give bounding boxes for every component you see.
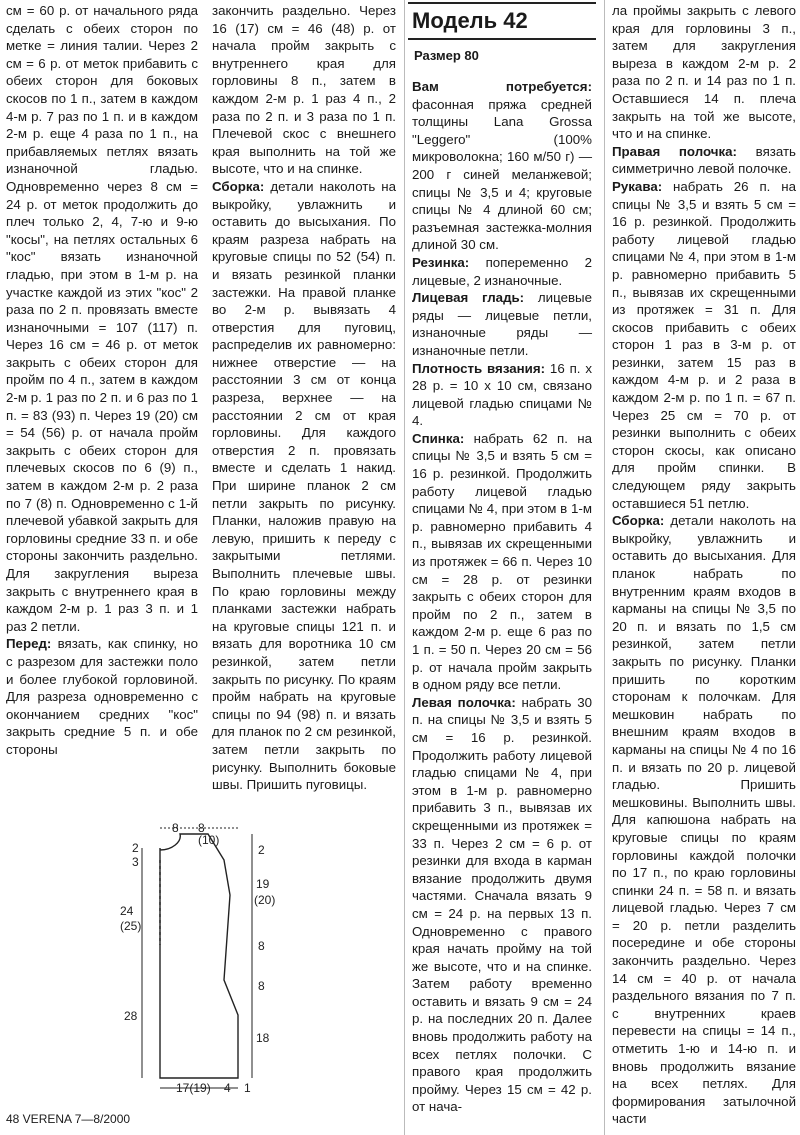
section-paragraph [412,360,592,430]
section-paragraph [412,430,592,694]
section-text: детали наколоть на выкройку, увлажнить и оставить до высыхания. По краям разреза набрать на круговые спицы по 52 (54) п. и вязать резинкой планки застежки. На правой планке во 2-м р. вывязать 4 отверстия для пуговиц, распределив их равномерно: нижнее отверстие — на расстоянии 3 см от конца разреза, верхнее — на расстоянии 2 см от края горловины. Для каждого отверстия 2 п. провязать вместе и сделать 1 накид. При ширине планок 2 см петли закрыть по рисунку. Планки, наложив правую на левую, пришить к переду с закрытыми петлями. Выполнить плечевые швы. По краю горловины между планками застежки набрать на круговые спицы 121 п. и вязать для воротника 10 см резинкой, затем петли закрыть по рисунку. По краям пройм набрать на круговые спицы по 94 (98) п. и вязать для планок по 2 см резинкой, затем петли закрыть по рисунку. Выполнить боковые швы. Пришить пуговицы. [212,178,396,793]
section-paragraph [412,289,592,359]
column-divider [604,0,605,1135]
section-paragraph [612,143,796,178]
section-text: детали наколоть на выкройку, увлажнить и оставить до высыхания. Для планок набрать по внутренним краям входов в карманы на спицы № 3,5 по 20 п. и вязать по 1,5 см резинкой, затем петли закрыть по рисунку. Планки пришить по коротким сторонам к полочкам. Для мешковин набрать по внешним краям входов в карманы на спицы № 4 по 16 п. и вязать по 20 р. лицевой гладью. Пришить мешковины. Выполнить швы. Для капюшона набрать на круговые спицы по краям горловины каждой полочки по 17 п., по краю горловины спинки 24 п. = 58 п. и вязать лицевой гладью. Через 7 см = 20 р. петли разделить посередине и обе стороны закончить раздельно. Через 14 см = 40 р. от начала раздельного вязания по 7 п. с внутренних краев перевести на спицы = 14 п., отметить 1-ю и 14-ю п. и вновь продолжить вязание на всех петлях. Для формирования затылочной части [612,513,796,1127]
dim-label: (20) [254,893,276,907]
text-column-4 [612,2,796,1128]
section-label: Сборка: [212,178,265,194]
dim-label: 18 [256,1031,270,1045]
section-label: Левая полочка: [412,694,516,710]
section-paragraph [412,78,592,254]
paragraph: закончить раздельно. Через 16 (17) см = 46 (48) р. от начала пройм закрыть с внутреннего края для горловины 8 п., затем в каждом 2-м р. 1 раз 4 п., 2 раза по 2 п. и 3 раза по 1 п. Плечевой скос с внешнего края выполнить на той же высоте, что и на спинке. [212,3,396,177]
paragraph: см = 60 р. от начального ряда сделать с обеих сторон по метке = линия талии. Через 2 см = 6 р. от меток прибавить с обеих сторон для боковых скосов по 1 п., затем в каждом 4-м р. 7 раз по 1 п. и в каждом 2-м р. еще 4 раза по 1 п., на прибавляемых петлях вязать изнаночной гладью. Одновременно через 8 см = 24 р. от меток продолжить до плеч только 2, 4, 7-ю и 9-ю "косы", на петлях остальных 6 "кос" вязать изнаночной гладью, при этом в 1-м р. на участке каждой из этих "кос" 2 раза по 2 п. провязать вместе изнаночными = 107 (117) п. Через 16 см = 46 р. от меток закрыть с обеих сторон для пройм по 4 п., затем в каждом 2-м р. 1 раз по 2 п. и 6 раз по 1 п. = 83 (93) п. Через 19 (20) см = 54 (56) р. от начала пройм закрыть с обеих сторон для плечевых скосов по 6 (9) п., затем в каждом 2-м р. 2 раза по 7 (8) п. Одновременно с 1-й плечевой убавкой закрыть для горловины средние 33 п. и обе стороны закончить раздельно. Для закругления выреза закрыть с внутреннего края в каждом 2-м р. 1 раз 3 п. и 1 раз 2 петли. [6,3,198,634]
dim-label: 24 [120,904,134,918]
section-text: набрать 62 п. на спицы № 3,5 и взять 5 см = 16 р. резинкой. Продолжить работу лицевой гладью спицами № 4, при этом в 1-м р. равномерно прибавить 4 п., вывязав их скрещенными из протяжек = 66 п. Через 10 см = 28 р. от резинки закрыть с обеих сторон для пройм по 2 п., затем в каждом 2-м р. еще 6 раз по 1 п. = 50 п. Через 20 см = 56 р. от начала пройм закрыть в одном ряду все петли. [412,430,592,693]
section-label: Правая полочка: [612,143,737,159]
pattern-schematic [120,820,400,1100]
dim-label: 28 [124,1009,138,1023]
section-label: Лицевая гладь: [412,290,525,306]
section-text: вязать симметрично левой полочке. [612,143,796,177]
dim-label: (25) [120,919,142,933]
dim-label: 19 [256,877,270,891]
dim-label: 2 [258,843,265,857]
section-label: Вам потребуется: [412,79,592,94]
column-divider [404,0,405,1135]
dim-label: 8 [198,821,205,835]
text-column-1 [6,2,198,759]
section-paragraph [412,694,592,1116]
text-column-3 [412,78,592,1116]
dim-label: 8 [258,979,265,993]
section-text: набрать 26 п. на спицы № 3,5 и взять 5 см = 16 р. резинкой. Продолжить работу лицевой гладью спицами № 4, при этом в 1-м р. равномерно прибавить 5 п., вывязав их скрещенными из протяжек = 31 п. Для скосов прибавить с обеих сторон 1 раз в 3-м р. от резинки, затем 15 раз в каждом 4-м р. и 2 раза в каждом 2-м р. по 1 п. = 67 п. Через 25 см = 70 р. от резинки выполнить с обеих сторон скосы, как описано для пройм спинки. В следующем ряду закрыть оставшиеся 51 петлю. [612,178,796,511]
dim-label: 3 [132,855,139,869]
section-label: Плотность вязания: [412,360,546,376]
model-size: Размер 80 [414,48,479,63]
model-title: Модель 42 [412,8,528,33]
section-text: лицевые ряды — лицевые петли, изнаночные ряды — изнаночные петли. [412,290,592,358]
section-label: Перед: [6,636,52,652]
dim-label: (10) [198,833,220,847]
section-paragraph [612,178,796,512]
section-text: попеременно 2 лицевые, 2 изнаночные. [412,254,592,288]
section-text: фасонная пряжа средней толщины Lana Grossa "Leggero" (100% микроволокна; 160 м/50 г) — 200 г синей меланжевой; спицы № 3,5 и 4; круговые спицы № 4 длиной 60 см; разъемная застежка-молния длиной 30 см. [412,96,592,253]
dim-label: 2 [132,841,139,855]
section-label: Рукава: [612,178,663,194]
section-text: 16 п. x 28 р. = 10 x 10 см, связано лицевой гладью спицами № 4. [412,360,592,429]
dim-label: 1 [244,1081,251,1095]
section-label: Спинка: [412,430,465,446]
section-label: Резинка: [412,254,470,270]
model-header [408,2,596,40]
section-text: вязать, как спинку, но с разрезом для застежки поло и более глубокой горловиной. Для разреза одновременно с окончанием средних "кос" закрыть средние 5 п. и обе стороны [6,636,198,757]
section-text: набрать 30 п. на спицы № 3,5 и взять 5 см = 16 р. резинкой. Продолжить работу лицевой гладью спицами № 4, при этом в 1-м р. равномерно прибавить 3 п., вывязав их скрещенными из протяжек = 33 п. Через 2 см = 6 р. от резинки для входа в карман вязание продолжить двумя частями. Сначала вязать 9 см = 24 р. на первых 13 п. Одновременно с правого края начать пройму на той же высоте, что и на спинке. Затем работу временно оставить и вязать 9 см = 24 р. на последних 20 п. Далее вновь продолжить работу на всех петлях полочки. С правого края продолжить пройму. Через 15 см = 42 р. от нача- [412,694,592,1115]
paragraph-front [6,635,198,758]
section-paragraph [412,254,592,289]
dim-label: 4 [224,1081,231,1095]
paragraph-assembly [212,178,396,794]
page-footer: 48 VERENA 7—8/2000 [6,1112,131,1126]
section-label: Сборка: [612,513,665,529]
schematic-outline [160,834,238,1078]
text-column-2 [212,2,396,794]
dim-label: 8 [172,821,179,835]
paragraph: ла проймы закрыть с левого края для горловины 3 п., затем для закругления выреза в каждом 2-м р. 2 раза по 2 п. и 14 раз по 1 п. Оставшиеся 14 п. плеча закрыть на той же высоте, что и на спинке. [612,3,796,142]
dim-label: 17(19) [176,1081,211,1095]
section-paragraph [612,512,796,1128]
schematic-dimension-lines [142,828,252,1088]
dim-label: 8 [258,939,265,953]
